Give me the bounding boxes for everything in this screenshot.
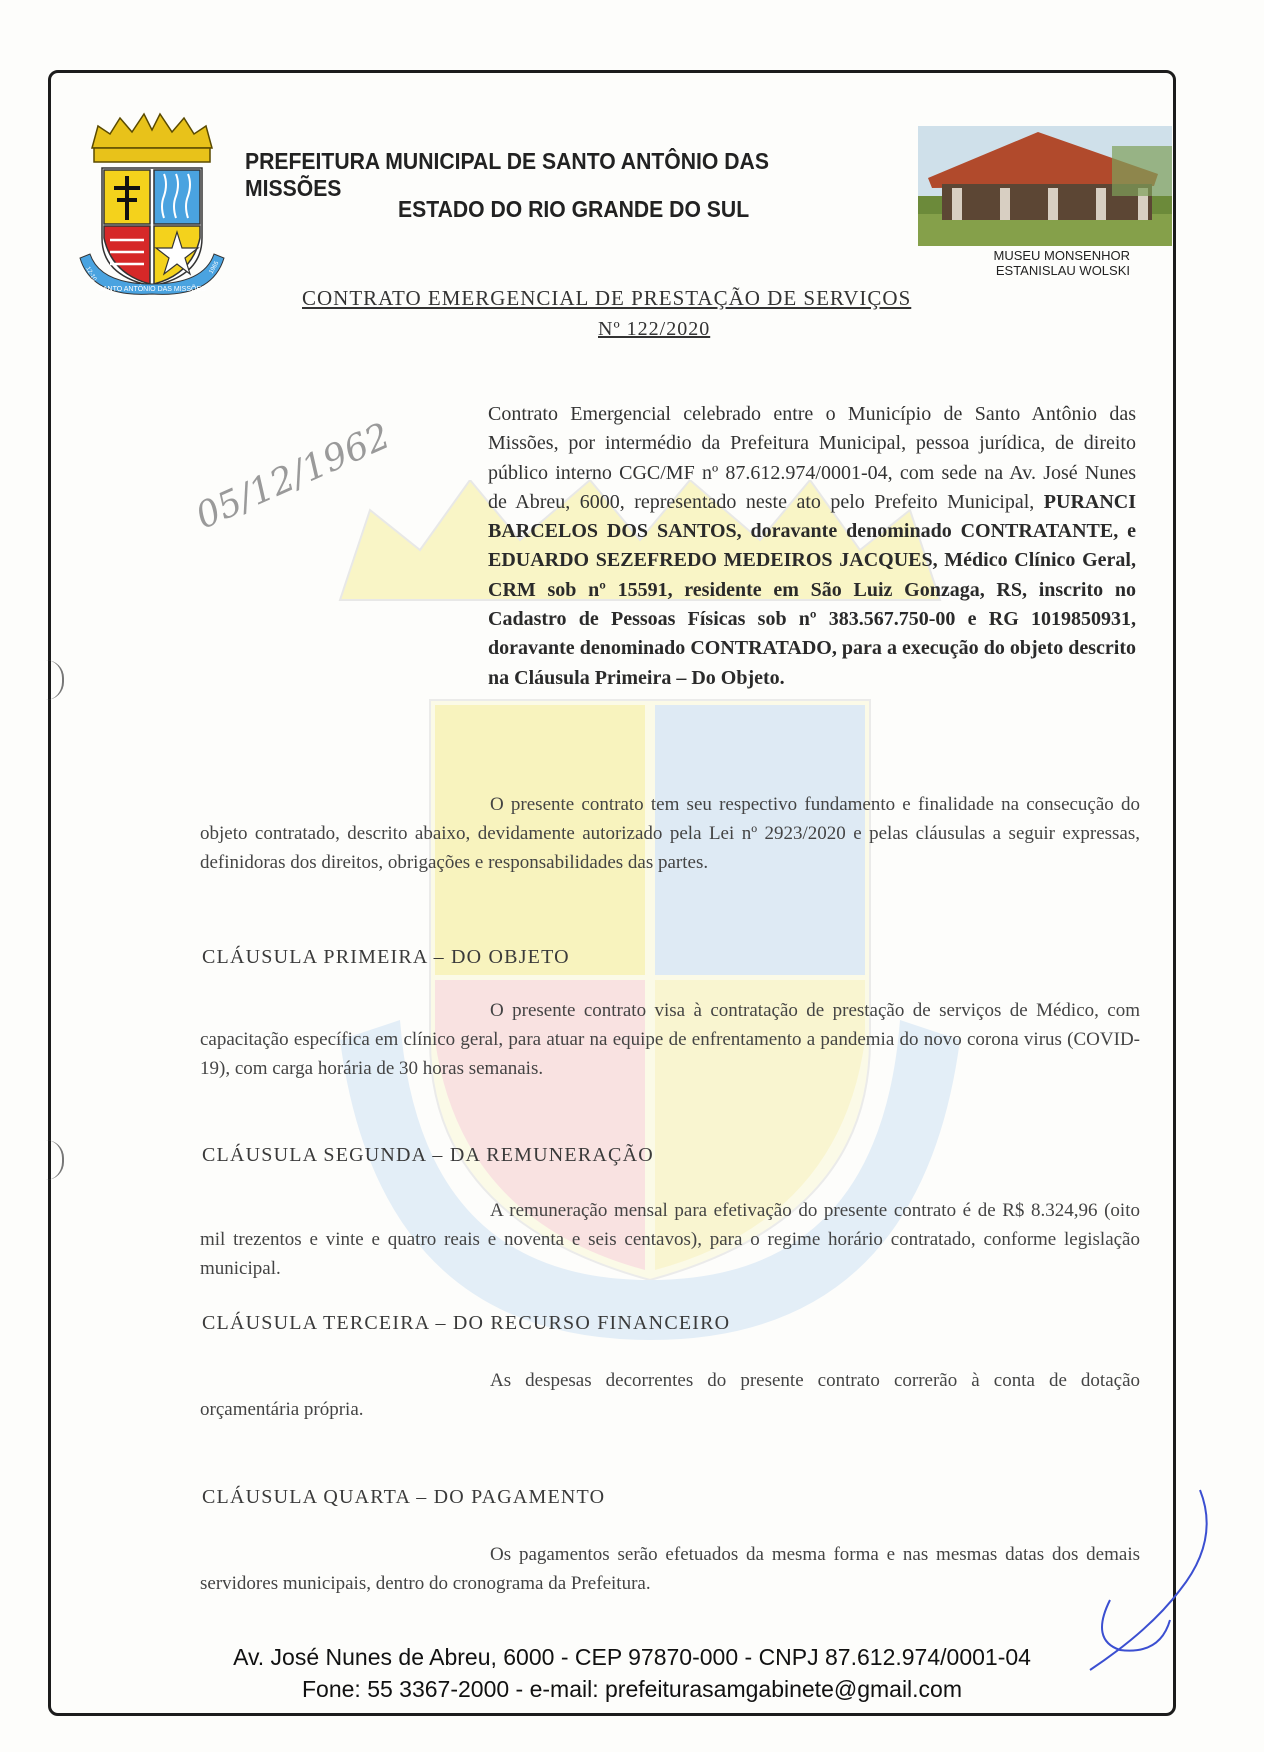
contract-preamble xyxy=(488,400,1136,693)
footer-address: Av. José Nunes de Abreu, 6000 - CEP 97870-000 - CNPJ 87.612.974/0001-04 xyxy=(233,1644,1031,1670)
museum-photo xyxy=(918,126,1172,246)
preamble-parties: PURANCI BARCELOS DOS SANTOS, doravante denominado CONTRATANTE, e EDUARDO SEZEFREDO MEDEIROS JACQUES, Médico Clínico Geral, CRM sob nº 15591, residente em São Luiz Gonzaga, RS, inscrito no Cadastro de Pessoas Físicas sob nº 383.567.750-00 e RG 1019850931, doravante denominado CONTRATADO, para a execução do objeto descrito na Cláusula Primeira – Do Objeto. xyxy=(488,490,1136,689)
museum-caption xyxy=(950,248,1130,278)
clause-text: O presente contrato visa à contratação de prestação de serviços de Médico, com capacitação específica em clínico geral, para atuar na equipe de enfrentamento a pandemia do novo corona virus (COVID-19), com carga horária de 30 horas semanais. xyxy=(200,1000,1140,1079)
contract-number: Nº 122/2020 xyxy=(598,318,711,340)
preamble-text: Contrato Emergencial celebrado entre o Município de Santo Antônio das Missões, por intermédio da Prefeitura Municipal, pessoa jurídica, de direito público interno CGC/MF nº 87.612.974/0001-04, com sede na Av. José Nunes de Abreu, 6000, representado neste ato pelo Prefeito Municipal, xyxy=(488,403,1136,513)
clause-heading: CLÁUSULA PRIMEIRA – DO OBJETO xyxy=(202,946,570,968)
clause-text: Os pagamentos serão efetuados da mesma forma e nas mesmas datas dos demais servidores municipais, dentro do cronograma da Prefeitura. xyxy=(200,1544,1140,1594)
coat-of-arms-left-date: 12-10 xyxy=(84,266,98,283)
museum-caption-line2: ESTANISLAU WOLSKI xyxy=(995,263,1130,278)
signature-mark xyxy=(1050,1480,1220,1680)
clause-text: As despesas decorrentes do presente contrato correrão à conta de dotação orçamentária própria. xyxy=(200,1370,1140,1420)
clause-heading: CLÁUSULA SEGUNDA – DA REMUNERAÇÃO xyxy=(202,1144,654,1166)
coat-of-arms-right-date: 1965 xyxy=(208,260,221,275)
coat-of-arms-logo xyxy=(72,108,232,298)
municipality-title: PREFEITURA MUNICIPAL DE SANTO ANTÔNIO DAS MISSÕES xyxy=(245,148,769,201)
clause-heading: CLÁUSULA TERCEIRA – DO RECURSO FINANCEIRO xyxy=(202,1312,731,1334)
coat-of-arms-text: SANTO ANTÔNIO DAS MISSÕES xyxy=(98,286,206,293)
museum-caption-line1: MUSEU MONSENHOR xyxy=(993,248,1130,263)
handwritten-date-note: 05/12/1962 xyxy=(190,415,397,538)
clause-text: A remuneração mensal para efetivação do presente contrato é de R$ 8.324,96 (oito mil trezentos e vinte e quatro reais e noventa e seis centavos), para o regime horário contratado, conforme legislação municipal. xyxy=(200,1200,1140,1279)
footer-contact: Fone: 55 3367-2000 - e-mail: prefeiturasamgabinete@gmail.com xyxy=(301,1676,963,1702)
intro-paragraph: O presente contrato tem seu respectivo fundamento e finalidade na consecução do objeto contratado, descrito abaixo, devidamente autorizado pela Lei nº 2923/2020 e pelas cláusulas a seguir expressas, definidoras dos direitos, obrigações e responsabilidades das partes. xyxy=(200,794,1140,873)
state-subtitle: ESTADO DO RIO GRANDE DO SUL xyxy=(398,196,750,222)
contract-title: CONTRATO EMERGENCIAL DE PRESTAÇÃO DE SERVIÇOS xyxy=(302,286,912,310)
clause-heading: CLÁUSULA QUARTA – DO PAGAMENTO xyxy=(202,1486,606,1508)
